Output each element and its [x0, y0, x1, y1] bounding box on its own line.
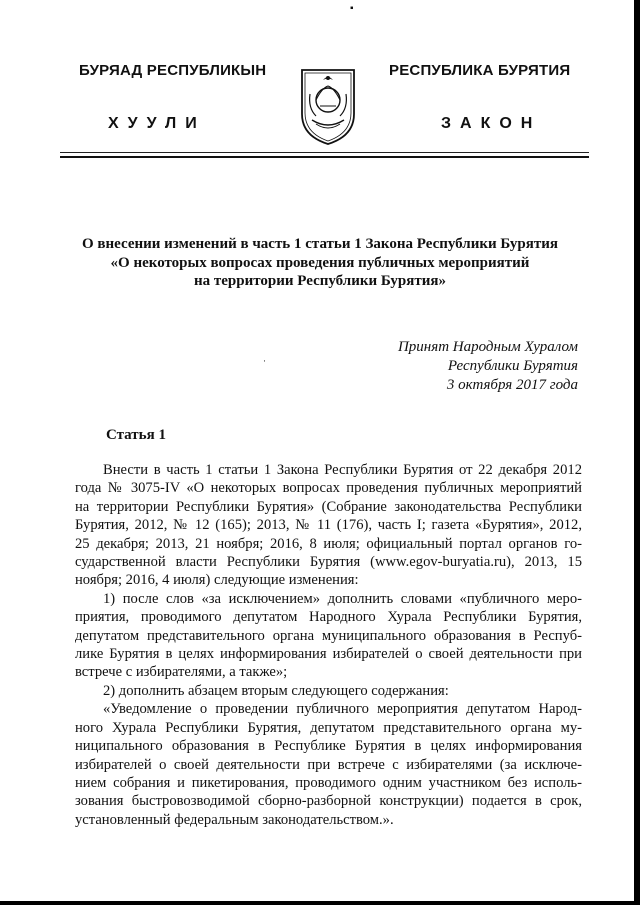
- law-title: [70, 235, 570, 291]
- law-title-line: на территории Республики Бурятия»: [193, 273, 447, 289]
- scan-edge-bottom: [0, 901, 640, 905]
- coat-of-arms-icon: [296, 64, 360, 148]
- adoption-line: Принят Народным Хуралом: [397, 339, 578, 355]
- body-line: ного Хурала Республики Бурятия, депутатом представительного органа му-: [75, 719, 582, 736]
- header-rule-thick: [60, 156, 589, 158]
- body-line: 1) после слов «за исключением» дополнить словами «публичного меро-: [103, 590, 582, 607]
- scan-speck: ·: [263, 356, 266, 366]
- header-rule-thin: [60, 152, 589, 153]
- body-line: лике Бурятия в целях информирования избирателей о своей деятельности при: [75, 646, 582, 663]
- body-line: сударственной власти Республики Бурятия (www.egov-buryatia.ru), 2013, 15: [75, 554, 582, 571]
- article-body: [75, 461, 582, 829]
- law-title-line: «О некоторых вопросах проведения публичных мероприятий: [110, 254, 530, 271]
- scan-speck: ▪: [350, 3, 354, 14]
- law-title-line: О внесении изменений в часть 1 статьи 1 Закона Республики Бурятия: [81, 236, 559, 252]
- body-line: избирателей о своей деятельности при встрече с избирателями (за исключе-: [75, 756, 582, 773]
- body-line: 2) дополнить абзацем вторым следующего содержания:: [103, 682, 449, 699]
- body-line: встрече с избирателями, а также»;: [75, 664, 288, 681]
- header-left-bottom: ХУУЛИ: [108, 115, 206, 132]
- header-right-top: РЕСПУБЛИКА БУРЯТИЯ: [389, 62, 571, 79]
- header-left-top: БУРЯАД РЕСПУБЛИКЫН: [79, 62, 267, 79]
- body-line: нием собрания и пикетирования, проводимого одним участником без исполь-: [75, 774, 582, 791]
- body-line: года № 3075-IV «О некоторых вопросах проведения публичных мероприятий: [75, 480, 582, 497]
- body-line: ниципального образования в Республике Бурятия в целях информирования: [75, 738, 582, 755]
- body-line: «Уведомление о проведении публичного мероприятия депутатом Народ-: [103, 701, 582, 718]
- body-line: Бурятия, 2012, № 12 (165); 2013, № 11 (176), часть I; газета «Бурятия», 2012,: [75, 517, 582, 534]
- adoption-line: Республики Бурятия: [447, 358, 578, 374]
- body-line: приятия, проводимого депутатом Народного Хурала Республики Бурятия,: [75, 609, 582, 626]
- body-line: депутатом представительного органа муниципального образования в Респуб-: [75, 627, 582, 644]
- body-line: ноября; 2016, 4 июля) следующие изменения:: [75, 572, 359, 589]
- body-line: зования быстровозводимой сборно-разборной конструкции) подается в срок,: [75, 793, 582, 810]
- adoption-note: [300, 338, 578, 395]
- body-line: на территории Республики Бурятия» (Собрание законодательства Республики: [75, 498, 582, 515]
- header-right-bottom: ЗАКОН: [441, 115, 542, 132]
- body-line: 25 декабря; 2013, 21 ноября; 2016, 8 июля; официальный портал органов го-: [75, 535, 582, 552]
- article-heading: Статья 1: [106, 427, 166, 443]
- body-line: установленный федеральным законодательством.».: [75, 811, 394, 828]
- body-line: Внести в часть 1 статьи 1 Закона Республики Бурятия от 22 декабря 2012: [103, 462, 582, 478]
- adoption-line: 3 октября 2017 года: [446, 377, 578, 393]
- scan-edge-right: [634, 0, 640, 905]
